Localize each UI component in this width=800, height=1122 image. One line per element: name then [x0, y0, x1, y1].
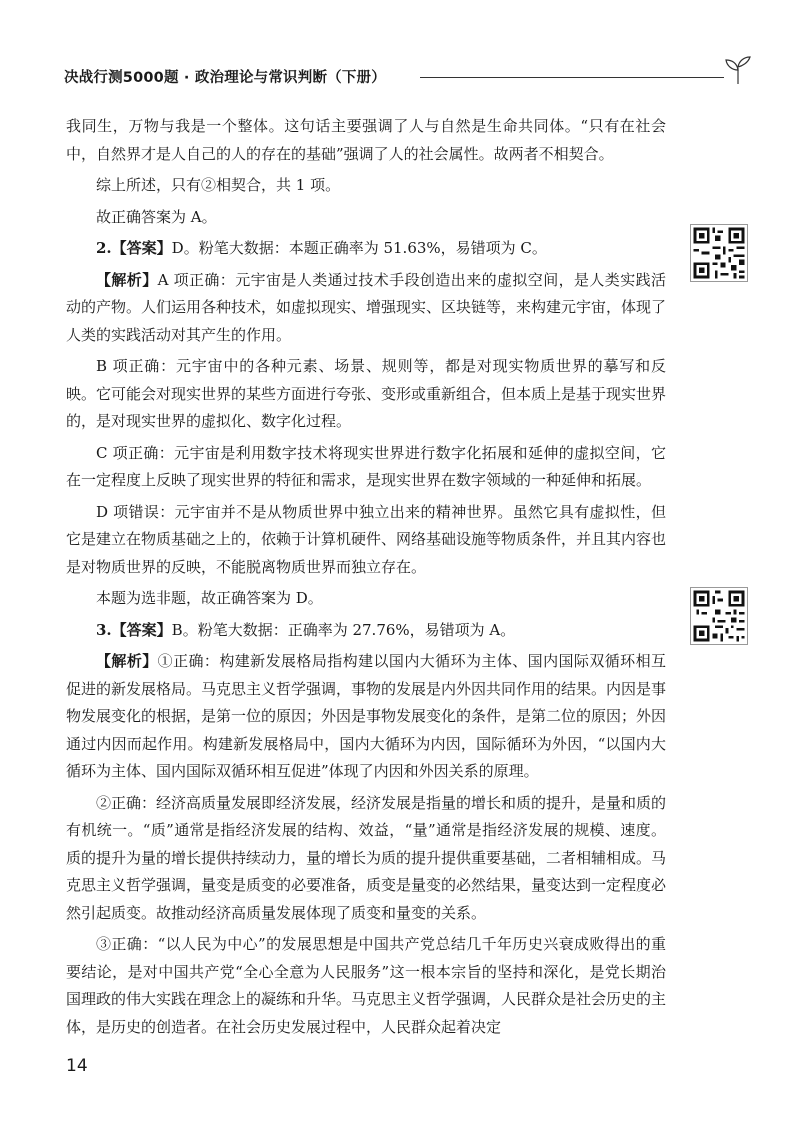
answer-text: D。粉笔大数据：本题正确率为 51.63%，易错项为 C。 — [171, 239, 547, 257]
item-analysis-3: ③正确：“以人民为中心”的发展思想是中国共产党总结几千年历史兴衰成败得出的重要结论，是对中国共产党“全心全意为人民服务”这一根本宗旨的坚持和深化，是党长期治国理政的伟大实践在理念上的凝练和升华。马克思主义哲学强调，人民群众是社会历史的主体，是历史的创造者。在社会历史发展过程中，人民群众起着决定 — [66, 935, 667, 1036]
item-analysis-2: ②正确：经济高质量发展即经济发展，经济发展是指量的增长和质的提升，是量和质的有机统一。“质”通常是指经济发展的结构、效益，“量”通常是指经济发展的规模、速度。质的提升为量的增长提供持续动力，量的增长为质的提升提供重要基础，二者相辅相成。马克思主义哲学强调，量变是质变的必要准备，质变是量变的必然结果，量变达到一定程度必然引起质变。故推动经济高质量发展体现了质变和量变的关系。 — [66, 793, 667, 922]
header-title: 决战行测5000题 · 政治理论与常识判断（下册） — [64, 70, 386, 86]
answer-line-q3 — [66, 617, 666, 645]
conclusion: 本题为选非题，故正确答案为 D。 — [96, 589, 323, 607]
analysis-text: ①正确：构建新发展格局指构建以国内大循环为主体、国内国际双循环相互促进的新发展格局。马克思主义哲学强调，事物的发展是内外因共同作用的结果。内因是事物发展变化的根据，是第一位的原因；外因是事物发展变化的条件，是第二位的原因；外因通过内因而起作用。构建新发展格局中，国内大循环为内因，国际循环为外因，“以国内大循环为主体、国内国际双循环相互促进”体现了内因和外因关系的原理。 — [66, 652, 667, 780]
answer-tag: 2.【答案】 — [96, 239, 172, 257]
answer-text: B。粉笔大数据：正确率为 27.76%，易错项为 A。 — [171, 620, 516, 639]
header-rule — [420, 77, 724, 78]
answer-tag: 3.【答案】 — [96, 620, 172, 639]
paragraph: 故正确答案为 A。 — [96, 207, 217, 226]
paragraph: 我同生，万物与我是一个整体。这句话主要强调了人与自然是生命共同体。“只有在社会中，自然界才是人自己的人的存在的基础”强调了人的社会属性。故两者不相契合。 — [66, 117, 666, 163]
option-analysis-d: D 项错误：元宇宙并不是从物质世界中独立出来的精神世界。虽然它具有虚拟性，但它是建立在物质基础之上的，依赖于计算机硬件、网络基础设施等物质条件，并且其内容也是对物质世界的反映，不能脱离物质世界而独立存在。 — [66, 502, 667, 576]
analysis-text: A 项正确：元宇宙是人类通过技术手段创造出来的虚拟空间，是人类实践活动的产物。人们运用各种技术，如虚拟现实、增强现实、区块链等，来构建元宇宙，体现了人类的实践活动对其产生的作用。 — [66, 270, 667, 344]
sprout-icon — [722, 54, 754, 86]
answer-line-q2 — [66, 235, 666, 263]
analysis-q2 — [66, 267, 666, 350]
analysis-tag: 【解析】 — [96, 652, 158, 670]
page-header — [64, 60, 754, 94]
qr-code-icon[interactable] — [690, 224, 748, 282]
analysis-tag: 【解析】 — [96, 270, 158, 289]
page-content — [66, 113, 666, 1041]
option-analysis-c: C 项正确：元宇宙是利用数字技术将现实世界进行数字化拓展和延伸的虚拟空间，它在一定程度上反映了现实世界的特征和需求，是现实世界在数字领域的一种延伸和拓展。 — [66, 443, 666, 489]
option-analysis-b: B 项正确：元宇宙中的各种元素、场景、规则等，都是对现实物质世界的摹写和反映。它可能会对现实世界的某些方面进行夸张、变形或重新组合，但本质上是基于现实世界的，是对现实世界的虚拟化、数字化过程。 — [66, 357, 667, 430]
page-number: 14 — [66, 1056, 88, 1076]
qr-code-icon[interactable] — [690, 587, 748, 645]
paragraph: 综上所述，只有②相契合，共 1 项。 — [96, 176, 341, 194]
analysis-q3 — [66, 648, 666, 786]
